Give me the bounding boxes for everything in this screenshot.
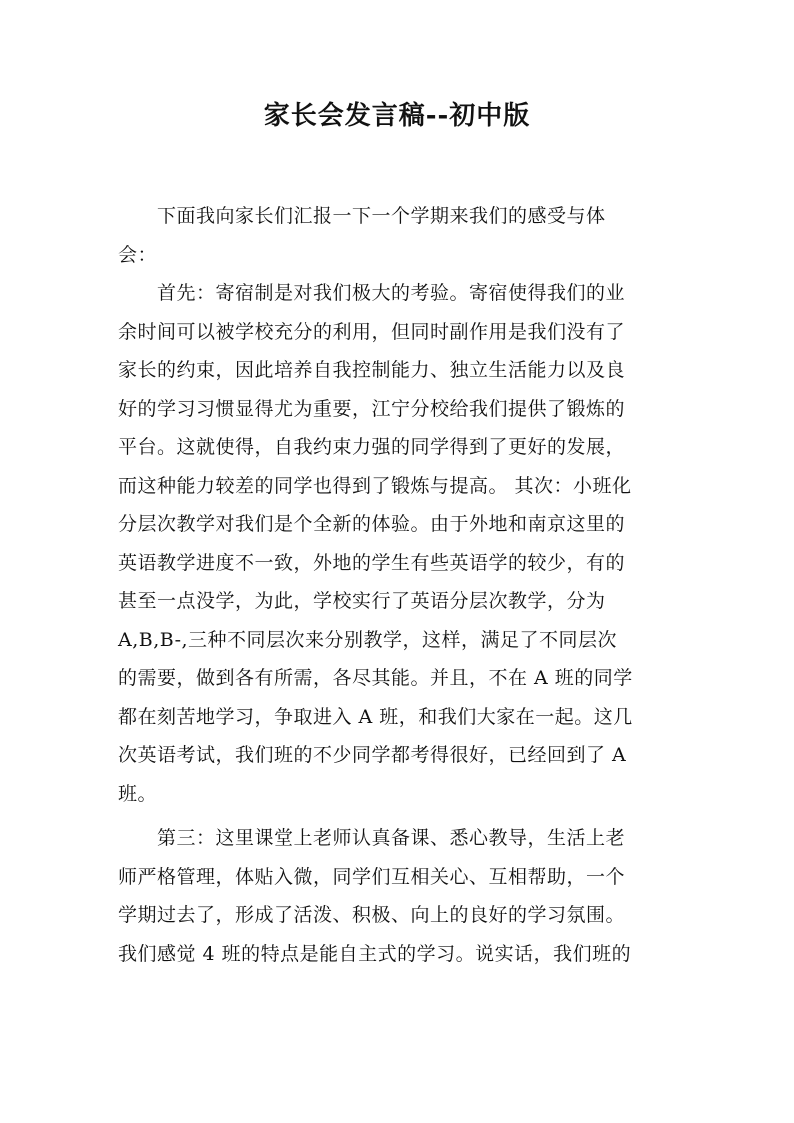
body-line: 分层次教学对我们是个全新的体验。由于外地和南京这里的 xyxy=(118,513,626,535)
body-line: 下面我向家长们汇报一下一个学期来我们的感受与体 xyxy=(118,205,606,227)
body-line: 都在刻苦地学习，争取进入 A 班，和我们大家在一起。这几 xyxy=(118,705,633,728)
body-line: 学期过去了，形成了活泼、积极、向上的良好的学习氛围。 xyxy=(118,904,626,926)
body-line: 余时间可以被学校充分的利用，但同时副作用是我们没有了 xyxy=(118,320,626,343)
body-line: 家长的约束，因此培养自我控制能力、独立生活能力以及良 xyxy=(118,359,626,381)
body-line: 会： xyxy=(118,243,158,266)
body-line: 而这种能力较差的同学也得到了锻炼与提高。 其次：小班化 xyxy=(118,474,632,497)
body-line: 次英语考试，我们班的不少同学都考得很好，已经回到了 A xyxy=(118,744,627,766)
body-line: 英语教学进度不一致，外地的学生有些英语学的较少，有的 xyxy=(118,551,626,574)
body-line: 首先：寄宿制是对我们极大的考验。寄宿使得我们的业 xyxy=(118,282,626,304)
document-body xyxy=(118,197,688,973)
body-line: 班。 xyxy=(118,782,158,805)
body-line: 第三：这里课堂上老师认真备课、悉心教导，生活上老 xyxy=(118,827,626,849)
body-line: 我们感觉 4 班的特点是能自主式的学习。说实话，我们班的 xyxy=(118,942,632,965)
body-line: A,B,B-,三种不同层次来分别教学，这样，满足了不同层次 xyxy=(118,628,618,651)
body-line: 师严格管理，体贴入微，同学们互相关心、互相帮助，一个 xyxy=(118,865,626,888)
body-line: 平台。这就使得，自我约束力强的同学得到了更好的发展， xyxy=(118,436,626,458)
document-title: 家长会发言稿--初中版 xyxy=(263,101,531,131)
body-line: 甚至一点没学，为此，学校实行了英语分层次教学，分为 xyxy=(118,590,606,612)
body-line: 好的学习习惯显得尤为重要，江宁分校给我们提供了锻炼的 xyxy=(118,397,626,420)
body-line: 的需要，做到各有所需，各尽其能。并且，不在 A 班的同学 xyxy=(118,667,633,689)
